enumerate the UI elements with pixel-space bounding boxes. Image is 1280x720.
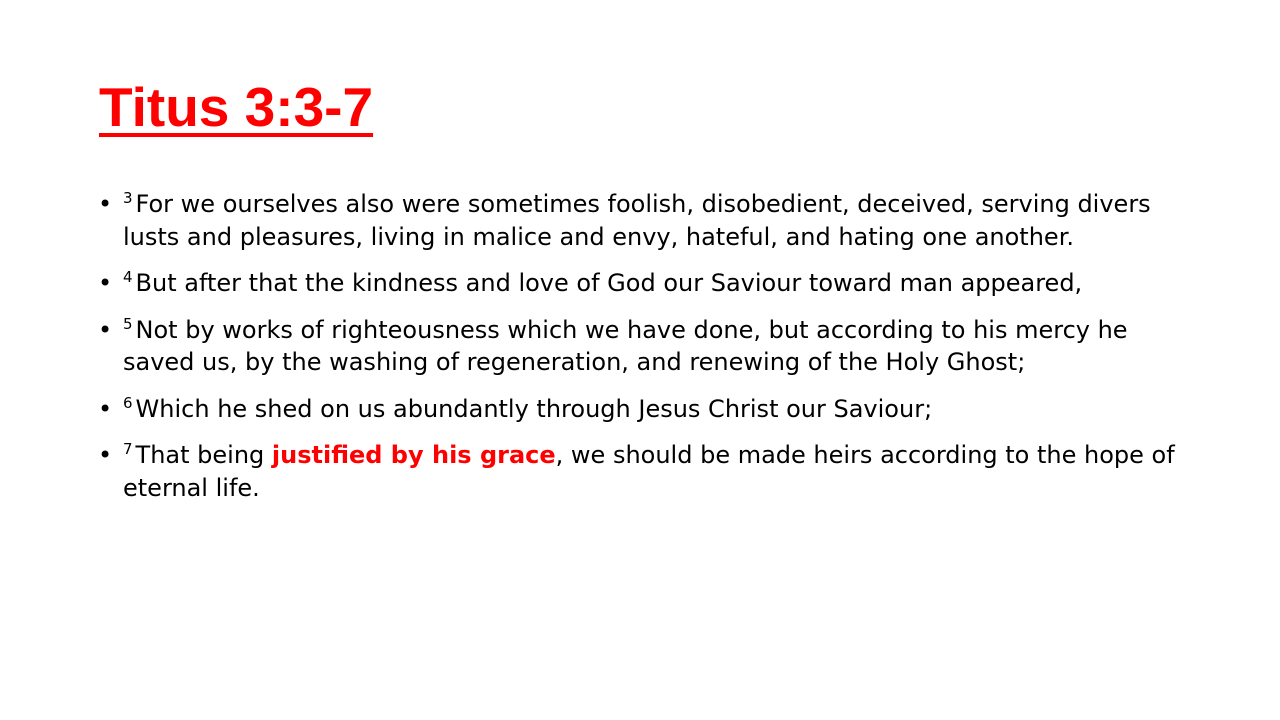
bullet-icon: • [98, 441, 113, 469]
slide-title: Titus 3:3-7 [99, 76, 374, 138]
verse-list [98, 188, 1188, 518]
highlighted-phrase: justified by his grace [271, 441, 556, 469]
verse-text: For we ourselves also were sometimes foolish, disobedient, deceived, serving divers lusts and pleasures, living in malice and envy, hateful, and hating one another. [123, 190, 1151, 251]
verse-text: Which he shed on us abundantly through Jesus Christ our Saviour; [135, 394, 933, 423]
verse-text: Not by works of righteousness which we have done, but according to his mercy he saved us, by the washing of regeneration, and renewing of the Holy Ghost; [123, 315, 1128, 376]
verse-3 [98, 188, 1188, 253]
verse-text: But after that the kindness and love of God our Saviour toward man appeared, [135, 269, 1083, 297]
bullet-icon: • [98, 394, 113, 423]
verse-number: 3 [123, 189, 133, 207]
verse-4 [98, 267, 1188, 300]
bullet-icon: • [98, 190, 113, 218]
bullet-icon: • [98, 315, 113, 344]
verse-number: 4 [123, 268, 133, 286]
bullet-icon: • [98, 269, 113, 297]
verse-number: 6 [123, 393, 133, 412]
verse-5 [98, 314, 1188, 379]
verse-number: 5 [123, 314, 133, 333]
verse-text-after: , we should be made heirs according to the hope of eternal life. [123, 441, 1175, 502]
verse-6 [98, 393, 1188, 426]
verse-7 [98, 439, 1188, 504]
verse-number: 7 [123, 440, 133, 458]
verse-text-before: That being [135, 441, 272, 469]
